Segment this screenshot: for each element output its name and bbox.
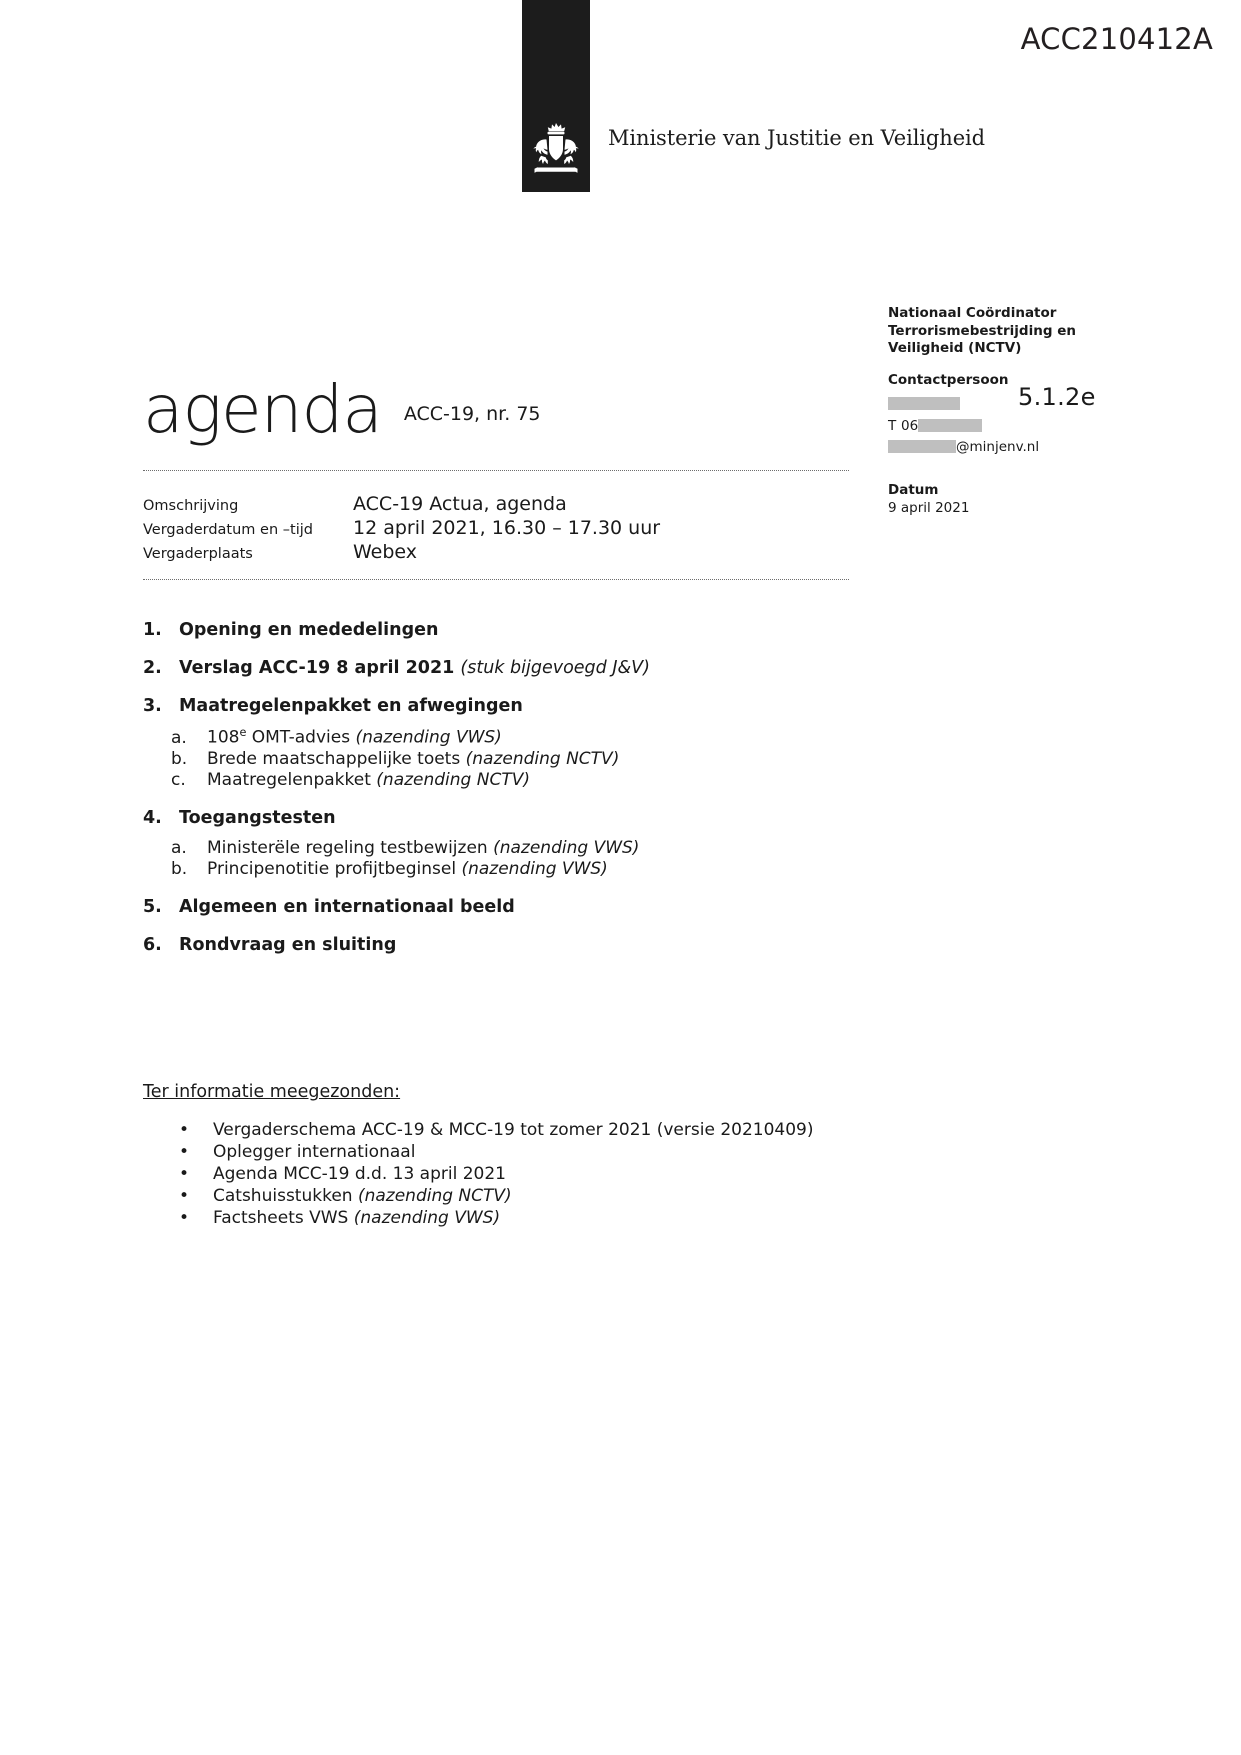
redaction-bar-phone: [918, 419, 982, 432]
bullet-icon: •: [179, 1164, 190, 1184]
agenda-item-list: [143, 620, 903, 973]
divider-bottom: [143, 579, 849, 580]
agenda-item-title: [179, 658, 650, 678]
contact-person-label: Contactpersoon: [888, 371, 1009, 388]
subitem-note: (nazending VWS): [355, 727, 502, 748]
attachment-text: [213, 1164, 506, 1184]
meta-label: Omschrijving: [143, 498, 239, 514]
organisation-line-2: Terrorismebestrijding en: [888, 322, 1076, 339]
attachment-item: [171, 1120, 903, 1140]
agenda-item-label: Verslag ACC-19 8 april 2021: [179, 658, 455, 678]
agenda-item-note: (stuk bijgevoegd J&V): [460, 658, 650, 678]
document-code: ACC210412A: [1020, 22, 1213, 56]
agenda-item-number: 3.: [143, 696, 162, 716]
subitem-letter: a.: [171, 837, 187, 858]
attachment-text: [213, 1208, 500, 1228]
agenda-item-title: Algemeen en internationaal beeld: [179, 896, 515, 917]
subitem-note: (nazending VWS): [461, 858, 608, 879]
attachment-item: [171, 1208, 903, 1228]
agenda-item: [143, 696, 903, 716]
organisation-name: [888, 305, 1088, 358]
subitem-text: [207, 770, 530, 790]
meta-label: Vergaderdatum en –tijd: [143, 522, 313, 538]
ministry-name: Ministerie van Justitie en Veiligheid: [608, 126, 985, 150]
subitem-letter: a.: [171, 727, 187, 748]
meta-label: Vergaderplaats: [143, 546, 253, 562]
organisation-line-3: Veiligheid (NCTV): [888, 340, 1022, 356]
attachment-note: (nazending VWS): [353, 1208, 501, 1228]
subitem-superscript: e: [239, 726, 247, 739]
subitem-label-post: OMT-advies: [246, 727, 351, 748]
subitem-letter: c.: [171, 769, 186, 790]
subitem-label-pre: Principenotitie profijtbeginsel: [207, 858, 457, 879]
bullet-icon: •: [179, 1208, 190, 1228]
subitem-text: [207, 726, 502, 748]
agenda-item: [143, 808, 903, 828]
subitem-label-pre: Brede maatschappelijke toets: [207, 748, 461, 769]
email-domain: @minjenv.nl: [956, 438, 1040, 455]
attachment-label: Oplegger internationaal: [213, 1142, 416, 1162]
meta-row: [143, 493, 849, 515]
attachment-text: [213, 1142, 415, 1162]
redaction-bar-email: [888, 440, 956, 453]
agenda-item-number: 5.: [143, 896, 162, 917]
attachment-text: [213, 1186, 512, 1206]
meta-row: [143, 517, 849, 539]
ministry-logo: [522, 0, 985, 192]
page-subtitle: ACC-19, nr. 75: [403, 403, 541, 425]
attachment-note: (nazending NCTV): [357, 1186, 512, 1206]
subitem-text: [207, 859, 608, 879]
subitem-note: (nazending VWS): [493, 837, 640, 858]
meta-value: 12 april 2021, 16.30 – 17.30 uur: [353, 517, 661, 539]
agenda-subitem: [171, 749, 903, 769]
meta-row: [143, 541, 849, 563]
subitem-label-pre: 108: [207, 727, 240, 748]
organisation-line-1: Nationaal Coördinator: [888, 305, 1057, 321]
page-title: agenda: [143, 371, 382, 448]
attachments-list: [143, 1120, 903, 1228]
attachment-label: Catshuisstukken: [213, 1186, 353, 1206]
agenda-item-title: Rondvraag en sluiting: [179, 934, 397, 955]
page-title-row: [143, 371, 541, 448]
subitem-label-pre: Maatregelenpakket: [207, 769, 371, 790]
agenda-subitem: [171, 859, 903, 879]
subitem-text: [207, 838, 639, 858]
phone-prefix: 06: [901, 417, 919, 434]
agenda-subitem-list-3: [143, 726, 903, 790]
meta-value: ACC-19 Actua, agenda: [353, 493, 567, 515]
agenda-item-number: 1.: [143, 620, 162, 640]
subitem-label-pre: Ministerële regeling testbewijzen: [207, 837, 488, 858]
agenda-item: [143, 658, 903, 678]
agenda-item: [143, 935, 903, 955]
bullet-icon: •: [179, 1120, 190, 1140]
attachment-item: [171, 1142, 903, 1162]
email-row: [888, 439, 1088, 456]
agenda-item-number: 2.: [143, 658, 162, 678]
meta-table: [143, 471, 849, 579]
attachment-label: Vergaderschema ACC-19 & MCC-19 tot zomer 2021 (versie 20210409): [213, 1120, 814, 1140]
agenda-subitem-list-4: [143, 838, 903, 879]
bullet-icon: •: [179, 1186, 190, 1206]
attachment-label: Agenda MCC-19 d.d. 13 april 2021: [213, 1164, 506, 1184]
attachments-heading: Ter informatie meegezonden:: [143, 1082, 401, 1102]
meta-table-wrapper: [143, 470, 849, 580]
attachment-item: [171, 1186, 903, 1206]
agenda-item-title: Toegangstesten: [179, 807, 336, 828]
date-value: 9 april 2021: [888, 499, 970, 516]
agenda-item-title: Maatregelenpakket en afwegingen: [179, 696, 523, 716]
meta-value: Webex: [353, 541, 418, 563]
agenda-item-number: 6.: [143, 934, 162, 955]
agenda-item: [143, 897, 903, 917]
subitem-note: (nazending NCTV): [465, 748, 620, 769]
attachment-label: Factsheets VWS: [213, 1208, 349, 1228]
attachment-item: [171, 1164, 903, 1184]
foia-exemption-code: 5.1.2e: [1018, 383, 1096, 411]
phone-row: [888, 418, 1088, 435]
agenda-subitem: [171, 770, 903, 790]
agenda-item-number: 4.: [143, 807, 162, 828]
agenda-subitem: [171, 726, 903, 748]
subitem-letter: b.: [171, 748, 188, 769]
redaction-bar-name: [888, 397, 960, 410]
subitem-note: (nazending NCTV): [376, 769, 530, 790]
phone-label: T: [888, 417, 897, 434]
subitem-letter: b.: [171, 858, 188, 879]
bullet-icon: •: [179, 1142, 190, 1162]
subitem-text: [207, 749, 619, 769]
attachment-text: [213, 1120, 814, 1140]
date-label: Datum: [888, 481, 939, 498]
dutch-coat-of-arms-icon: [528, 120, 584, 178]
agenda-subitem: [171, 838, 903, 858]
agenda-item: [143, 620, 903, 640]
agenda-item-title: Opening en mededelingen: [179, 620, 439, 640]
attachments-section: [143, 1082, 903, 1230]
logo-black-bar: [522, 0, 590, 192]
